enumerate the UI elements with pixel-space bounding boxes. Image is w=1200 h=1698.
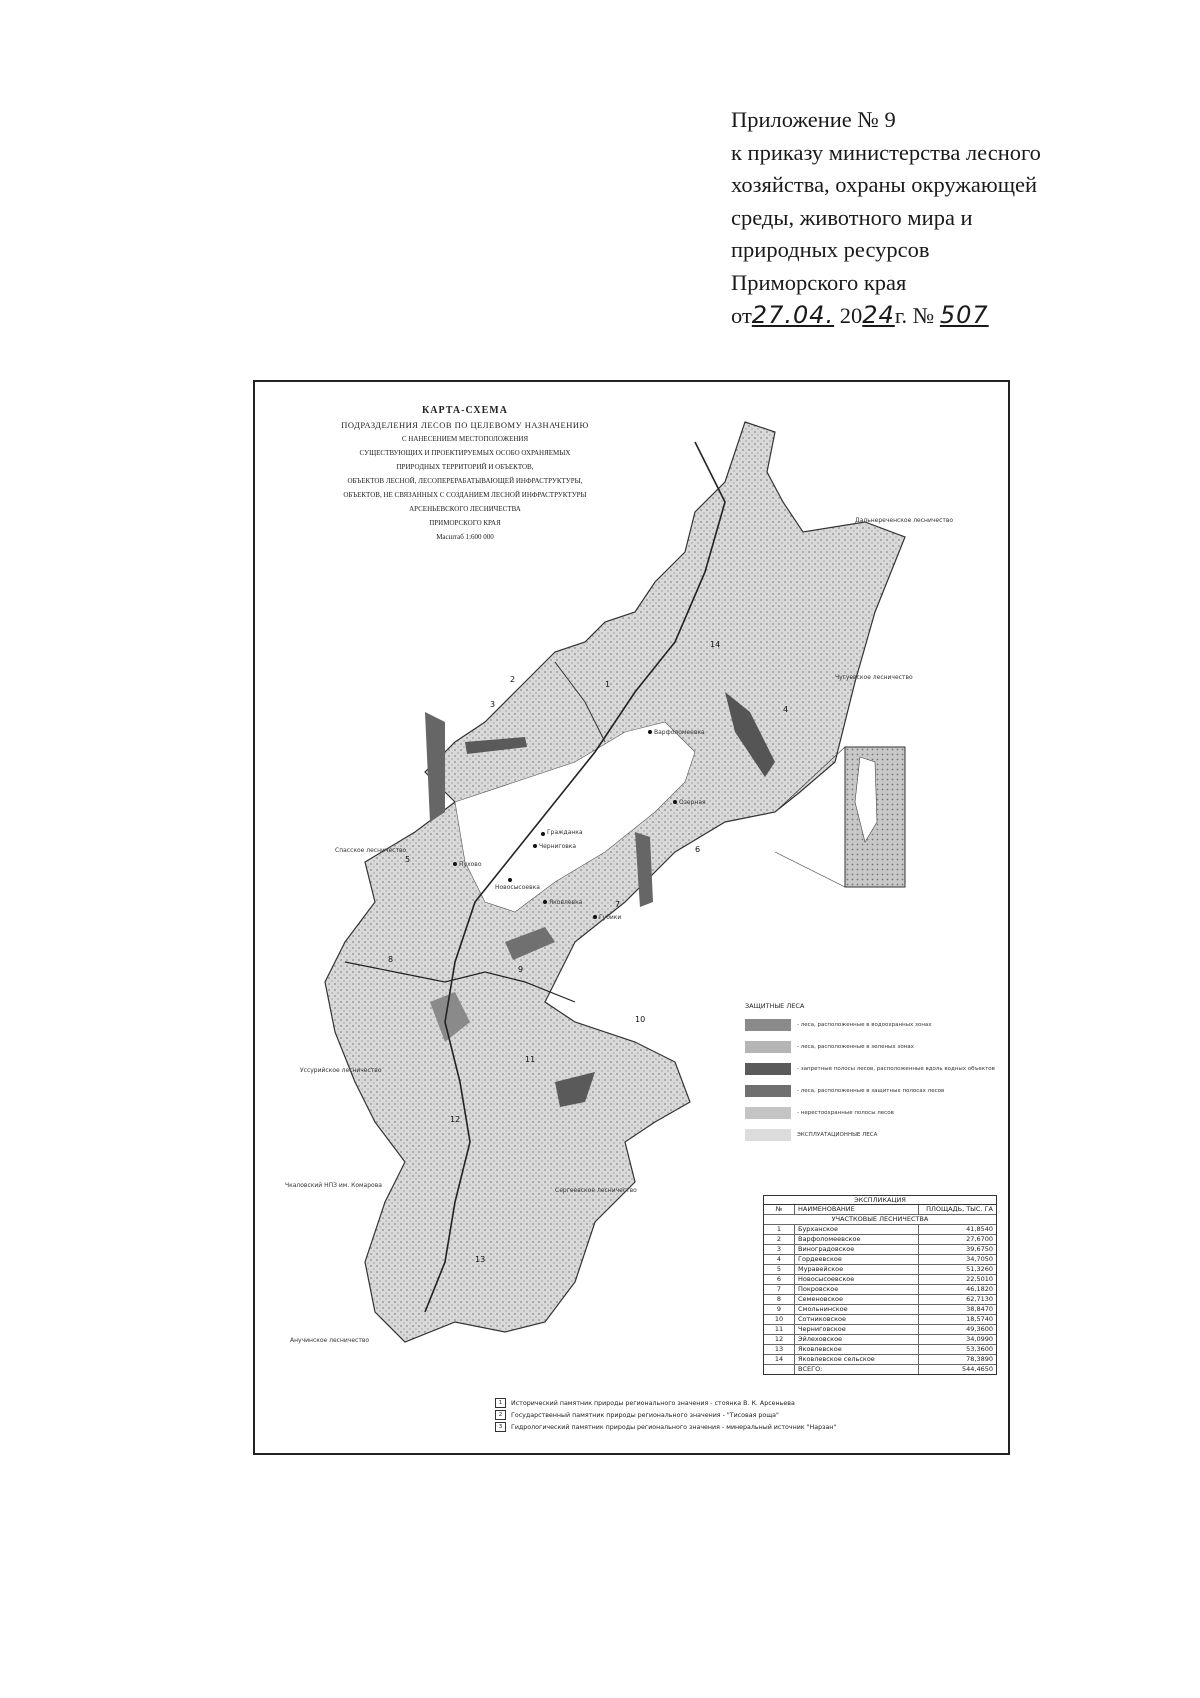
protected-forest-band [425,712,445,822]
district-number: 12 [450,1115,461,1124]
note-text: Государственный памятник природы регионального значения - "Тисовая роща" [511,1411,779,1419]
explication-row [764,1275,996,1285]
row-name: Яковлевское сельское [795,1355,919,1364]
legend-item [745,1124,995,1146]
explication-row [764,1295,996,1305]
legend-text: - леса, расположенные в защитных полосах лесов [797,1088,945,1094]
row-area: 38,8470 [966,1305,993,1313]
neighbor-label: Анучинское лесничество [290,1337,370,1344]
neighbor-label: Чугуевское лесничество [835,674,913,681]
neighbor-label: Чкаловский НПЗ им. Комарова [285,1182,382,1189]
legend-swatch [745,1129,791,1141]
note-item [495,1409,836,1421]
district-number: 6 [695,845,701,854]
date-prefix: от [731,303,752,328]
row-name: Яковлевское [795,1345,919,1354]
legend-swatch [745,1063,791,1075]
appendix-line-6: Приморского края [731,269,907,295]
explication-subheader: УЧАСТКОВЫЕ ЛЕСНИЧЕСТВА [764,1215,996,1225]
note-number: 2 [495,1410,506,1420]
explication-row [764,1315,996,1325]
neighbor-label: Сергеевское лесничество [555,1187,637,1194]
map-title-line: ОБЪЕКТОВ ЛЕСНОЙ, ЛЕСОПЕРЕРАБАТЫВАЮЩЕЙ ИНФРАСТРУКТУРЫ, [347,477,583,485]
row-area: 41,8540 [966,1225,993,1233]
header-number: № [764,1205,795,1214]
map-title-line: ОБЪЕКТОВ, НЕ СВЯЗАННЫХ С СОЗДАНИЕМ ЛЕСНОЙ ИНФРАСТРУКТУРЫ [343,491,587,499]
row-name: Черниговское [795,1325,919,1334]
district-number: 4 [783,705,789,714]
row-area: 62,7130 [966,1295,993,1303]
handwritten-year: 24 [862,301,895,329]
row-area: 39,6750 [966,1245,993,1253]
district-number: 13 [475,1255,486,1264]
map-title-line: ПРИРОДНЫХ ТЕРРИТОРИЙ И ОБЪЕКТОВ, [396,463,534,471]
neighbor-label: Уссурийское лесничество [300,1067,382,1074]
explication-total [764,1365,996,1374]
row-name: Эйлеховское [795,1335,919,1344]
row-number: 12 [764,1335,795,1344]
note-number: 3 [495,1422,506,1432]
map-title-line: ПОДРАЗДЕЛЕНИЯ ЛЕСОВ ПО ЦЕЛЕВОМУ НАЗНАЧЕНИЮ [341,420,589,430]
legend-item [745,1014,995,1036]
row-number: 9 [764,1305,795,1314]
legend-text: - леса, расположенные в зеленых зонах [797,1044,914,1050]
settlement-label: Варфоломеевка [654,729,705,736]
explication-row [764,1255,996,1265]
note-item [495,1421,836,1433]
legend-text: - леса, расположенные в водоохранных зонах [797,1022,932,1028]
handwritten-date: 27.04. [751,301,835,329]
appendix-line-5: природных ресурсов [731,237,930,262]
row-name: Варфоломеевское [795,1235,919,1244]
map-title-line: СУЩЕСТВУЮЩИХ И ПРОЕКТИРУЕМЫХ ОСОБО ОХРАНЯЕМЫХ [359,449,571,457]
map-title-line: ПРИМОРСКОГО КРАЯ [429,519,501,527]
map-title-line: С НАНЕСЕНИЕМ МЕСТОПОЛОЖЕНИЯ [401,435,529,443]
legend-swatch [745,1085,791,1097]
row-area: 34,0990 [966,1335,993,1343]
district-number: 1 [605,680,611,689]
district-number: 5 [405,855,411,864]
row-area: 27,6700 [966,1235,993,1243]
header-area: ПЛОЩАДЬ, ТЫС. ГА [926,1205,993,1213]
district-number: 11 [525,1055,536,1064]
explication-row [764,1355,996,1365]
header-name: НАИМЕНОВАНИЕ [795,1205,919,1214]
district-number: 2 [510,675,516,684]
map-title-main: КАРТА-СХЕМА [422,405,508,416]
row-number: 14 [764,1355,795,1364]
row-name: Муравейское [795,1265,919,1274]
row-number: 13 [764,1345,795,1354]
note-text: Исторический памятник природы регионального значения - стоянка В. К. Арсеньева [511,1399,795,1407]
explication-row [764,1335,996,1345]
appendix-date-line [731,299,1161,333]
map-legend [745,1002,995,1146]
legend-swatch [745,1041,791,1053]
legend-item [745,1102,995,1124]
settlement-label: Губики [599,914,622,921]
district-number: 10 [635,1015,646,1024]
legend-item [745,1036,995,1058]
appendix-line-2: к приказу министерства лесного [731,139,1041,165]
legend-swatch [745,1019,791,1031]
row-number: 2 [764,1235,795,1244]
row-number: 1 [764,1225,795,1234]
note-text: Гидрологический памятник природы регионального значения - минеральный источник "Нарзан" [511,1423,837,1431]
row-area: 34,7050 [966,1255,993,1263]
district-number: 14 [710,640,721,649]
neighbor-label: Дальнереченское лесничество [855,517,954,524]
explication-header [764,1205,996,1215]
district-number: 3 [490,700,496,709]
legend-swatch [745,1107,791,1119]
appendix-line-3: хозяйства, охраны окружающей [731,172,1038,197]
row-name: Смольнинское [795,1305,919,1314]
year-prefix: 20 [834,303,863,328]
appendix-line-1: Приложение № 9 [731,107,896,132]
row-number: 4 [764,1255,795,1264]
row-name: Сотниковское [795,1315,919,1324]
row-name: Виноградовское [795,1245,919,1254]
total-label: ВСЕГО: [795,1365,919,1374]
handwritten-order-number: 507 [939,301,989,329]
row-area: 78,3890 [966,1355,993,1363]
settlement-label: Пухово [459,861,482,868]
row-area: 49,3600 [966,1325,993,1333]
row-number: 10 [764,1315,795,1324]
appendix-line-4: среды, животного мира и [731,204,973,230]
explication-row [764,1225,996,1235]
total-value: 544,4650 [961,1365,993,1373]
explication-table [763,1195,997,1375]
row-area: 22,5010 [966,1275,993,1283]
legend-text: - запретные полосы лесов, расположенные вдоль водных объектов [797,1066,995,1072]
order-prefix: г. № [894,303,940,328]
row-area: 18,5740 [966,1315,993,1323]
row-area: 51,3260 [966,1265,993,1273]
settlement-label: Черниговка [539,843,577,850]
explication-row [764,1285,996,1295]
explication-row [764,1345,996,1355]
row-number: 5 [764,1265,795,1274]
explication-title: ЭКСПЛИКАЦИЯ [764,1196,996,1205]
note-number: 1 [495,1398,506,1408]
district-number: 7 [615,900,621,909]
neighbor-label: Спасское лесничество [335,847,407,854]
row-name: Бурханское [795,1225,919,1234]
row-area: 53,3600 [966,1345,993,1353]
settlement-label: Яковлевка [549,899,583,906]
row-name: Семеновское [795,1295,919,1304]
settlement-label: Озерная [679,799,706,806]
appendix-header [731,104,1161,333]
legend-title: ЗАЩИТНЫЕ ЛЕСА [745,1002,805,1010]
map-notes [495,1397,836,1433]
row-number: 8 [764,1295,795,1304]
map-title-line: АРСЕНЬЕВСКОГО ЛЕСНИЧЕСТВА [409,505,521,513]
row-number: 7 [764,1285,795,1294]
row-number: 3 [764,1245,795,1254]
district-number: 8 [388,955,394,964]
explication-row [764,1265,996,1275]
legend-text: - нерестоохранные полосы лесов [797,1110,894,1116]
legend-footer: ЭКСПЛУАТАЦИОННЫЕ ЛЕСА [797,1132,878,1138]
map-scale: Масштаб 1:600 000 [436,533,494,541]
explication-row [764,1245,996,1255]
row-name: Гордеевское [795,1255,919,1264]
settlement-label: Гражданка [547,829,583,836]
explication-row [764,1235,996,1245]
explication-row [764,1325,996,1335]
row-number: 11 [764,1325,795,1334]
legend-item [745,1080,995,1102]
settlement-label: Новосысоевка [495,884,540,891]
row-name: Новосысоевское [795,1275,919,1284]
row-name: Покровское [795,1285,919,1294]
note-item [495,1397,836,1409]
map-frame [253,380,1010,1455]
row-area: 46,1820 [966,1285,993,1293]
explication-row [764,1305,996,1315]
row-number: 6 [764,1275,795,1284]
legend-item [745,1058,995,1080]
district-number: 9 [518,965,524,974]
